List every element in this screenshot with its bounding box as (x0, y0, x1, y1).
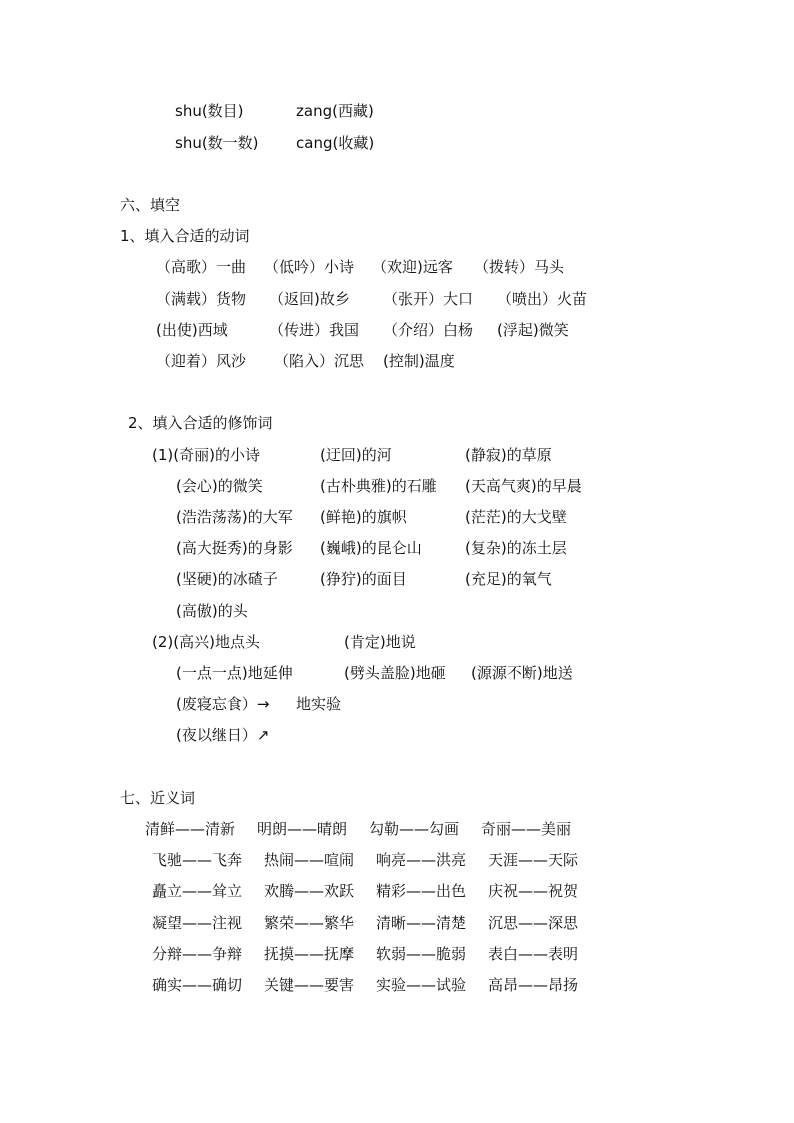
verb-item: （返回)故乡 (269, 290, 350, 308)
synonym-pair: 精彩——出色 (376, 882, 467, 900)
modifier-item: (静寂)的草原 (465, 446, 552, 464)
synonym-pair: 繁荣——繁华 (264, 914, 355, 932)
modifier-item: (古朴典雅)的石雕 (320, 477, 437, 495)
verb-item: （介绍）白杨 (383, 321, 474, 339)
pinyin-cang-shoucang: cang(收藏) (296, 134, 375, 152)
section-6-title: 六、填空 (120, 196, 181, 214)
synonym-pair: 清鲜——清新 (145, 820, 236, 838)
verb-item: （高歌）一曲 (156, 258, 247, 276)
synonym-pair: 欢腾——欢跃 (264, 882, 355, 900)
modifier-item: (坚硬)的冰碴子 (176, 570, 278, 588)
synonym-pair: 清晰——清楚 (376, 914, 467, 932)
pinyin-zang-xizang: zang(西藏) (296, 102, 374, 120)
synonym-pair: 矗立——耸立 (152, 882, 243, 900)
modifier-item: (天高气爽)的早晨 (465, 477, 582, 495)
synonym-pair: 热闹——喧闹 (264, 851, 355, 869)
synonym-pair: 天涯——天际 (488, 851, 579, 869)
modifier-item: (迂回)的河 (320, 446, 392, 464)
modifier-item: (会心)的微笑 (176, 477, 263, 495)
synonym-pair: 关键——要害 (264, 976, 355, 994)
adverb-item: 地实验 (296, 695, 342, 713)
modifier-item: (狰狞)的面目 (320, 570, 407, 588)
verb-item: （传进）我国 (269, 321, 360, 339)
section-6-part-2-title: 2、填入合适的修饰词 (128, 414, 273, 432)
pinyin-shu-shuyishu: shu(数一数) (175, 134, 259, 152)
synonym-pair: 实验——试验 (376, 976, 467, 994)
synonym-pair: 确实——确切 (152, 976, 243, 994)
modifier-item: (浩浩荡荡)的大军 (176, 508, 293, 526)
synonym-pair: 响亮——洪亮 (376, 851, 467, 869)
synonym-pair: 勾勒——勾画 (369, 820, 460, 838)
modifier-item: (高大挺秀)的身影 (176, 539, 293, 557)
modifier-item: (1)(奇丽)的小诗 (152, 446, 260, 464)
synonym-pair: 奇丽——美丽 (481, 820, 572, 838)
synonym-pair: 凝望——注视 (152, 914, 243, 932)
section-6-part-1-title: 1、填入合适的动词 (120, 227, 250, 245)
adverb-item: (夜以继日）↗ (176, 726, 270, 744)
verb-item: (出使)西域 (156, 321, 228, 339)
synonym-pair: 表白——表明 (488, 945, 579, 963)
modifier-item: (鲜艳)的旗帜 (320, 508, 407, 526)
pinyin-shu-shumu: shu(数目) (175, 102, 244, 120)
modifier-item: (充足)的氧气 (465, 570, 552, 588)
modifier-item: (茫茫)的大戈壁 (465, 508, 567, 526)
verb-item: （喷出）火苗 (497, 290, 588, 308)
verb-item: (控制)温度 (383, 352, 455, 370)
adverb-item: (2)(高兴)地点头 (152, 633, 260, 651)
verb-item: （陷入）沉思 (274, 352, 365, 370)
verb-item: （低吟）小诗 (264, 258, 355, 276)
verb-item: （满载）货物 (156, 290, 247, 308)
modifier-item: (巍峨)的昆仑山 (320, 539, 422, 557)
synonym-pair: 软弱——脆弱 (376, 945, 467, 963)
verb-item: （张开）大口 (383, 290, 474, 308)
synonym-pair: 明朗——晴朗 (257, 820, 348, 838)
adverb-item: (废寝忘食）→ (176, 695, 270, 713)
adverb-item: (源源不断)地送 (471, 664, 573, 682)
modifier-item: (高傲)的头 (176, 602, 248, 620)
verb-item: （拨转）马头 (474, 258, 565, 276)
adverb-item: (一点一点)地延伸 (176, 664, 293, 682)
synonym-pair: 沉思——深思 (488, 914, 579, 932)
synonym-pair: 庆祝——祝贺 (488, 882, 579, 900)
synonym-pair: 抚摸——抚摩 (264, 945, 355, 963)
modifier-item: (复杂)的冻土层 (465, 539, 567, 557)
verb-item: （迎着）风沙 (156, 352, 247, 370)
section-7-title: 七、近义词 (120, 789, 196, 807)
adverb-item: (劈头盖脸)地砸 (344, 664, 446, 682)
synonym-pair: 高昂——昂扬 (488, 976, 579, 994)
verb-item: （欢迎)远客 (372, 258, 453, 276)
synonym-pair: 分辩——争辩 (152, 945, 243, 963)
synonym-pair: 飞驰——飞奔 (152, 851, 243, 869)
adverb-item: (肯定)地说 (344, 633, 416, 651)
verb-item: (浮起)微笑 (497, 321, 569, 339)
